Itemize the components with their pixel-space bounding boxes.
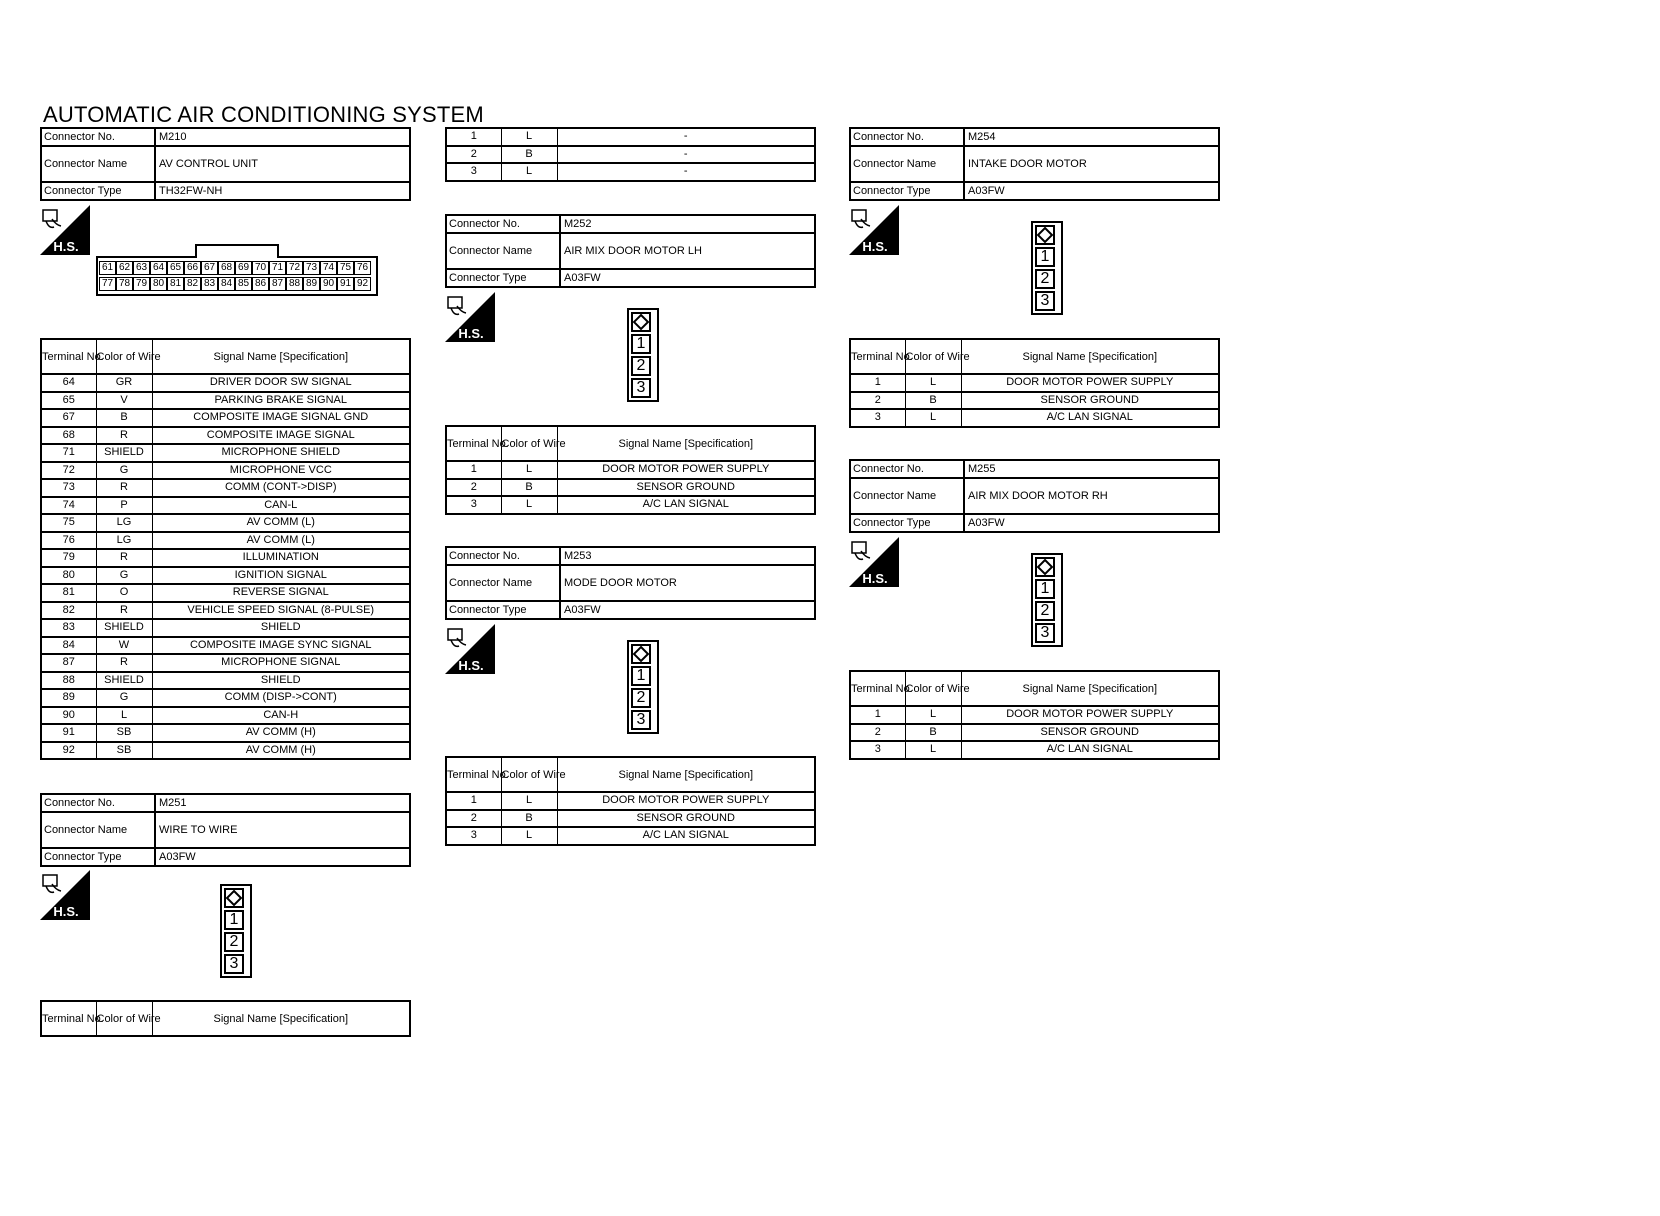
pin: 80 (150, 277, 167, 291)
signal-cell: A/C LAN SIGNAL (961, 741, 1219, 759)
color-cell: R (96, 427, 152, 445)
table-row (41, 427, 410, 445)
table-row (41, 409, 410, 427)
key-diamond-icon (1035, 557, 1055, 577)
terminal-table-m251-continued (445, 127, 816, 182)
pin: 87 (269, 277, 286, 291)
table-row (41, 637, 410, 655)
signal-cell: COMPOSITE IMAGE SIGNAL GND (152, 409, 410, 427)
table-row (446, 163, 815, 181)
color-cell: SB (96, 742, 152, 760)
signal-cell: COMPOSITE IMAGE SYNC SIGNAL (152, 637, 410, 655)
table-row (850, 392, 1219, 410)
terminal-cell: 72 (41, 462, 96, 480)
color-cell: L (501, 496, 557, 514)
table-row (41, 532, 410, 550)
color-cell: R (96, 549, 152, 567)
terminal-table-m252 (445, 425, 816, 515)
pin: 84 (218, 277, 235, 291)
terminal-cell: 87 (41, 654, 96, 672)
table-row (446, 128, 815, 146)
pin: 65 (167, 261, 184, 275)
pin: 2 (631, 688, 651, 708)
table-row (41, 374, 410, 392)
connector-face-m251 (220, 884, 252, 978)
hs-label: H.S. (862, 239, 888, 254)
signal-cell: A/C LAN SIGNAL (961, 409, 1219, 427)
col-terminal: Terminal No. (850, 339, 905, 374)
pin: 79 (133, 277, 150, 291)
terminal-cell: 82 (41, 602, 96, 620)
pin: 1 (631, 334, 651, 354)
connector-info-m252 (445, 214, 816, 288)
color-cell: G (96, 462, 152, 480)
color-cell: SHIELD (96, 619, 152, 637)
table-row (446, 810, 815, 828)
harness-side-icon (849, 537, 899, 587)
connector-type-label: Connector Type (851, 515, 965, 531)
terminal-cell: 65 (41, 392, 96, 410)
table-row (446, 496, 815, 514)
table-row (41, 497, 410, 515)
pin: 68 (218, 261, 235, 275)
pin: 3 (1035, 623, 1055, 643)
color-cell: B (501, 146, 557, 164)
color-cell: L (905, 741, 961, 759)
pin: 67 (201, 261, 218, 275)
connector-name-label: Connector Name (42, 147, 156, 181)
color-cell: B (96, 409, 152, 427)
color-cell: P (96, 497, 152, 515)
table-row (41, 742, 410, 760)
signal-cell: DOOR MOTOR POWER SUPPLY (557, 792, 815, 810)
connector-type-label: Connector Type (447, 270, 561, 286)
harness-side-icon (849, 205, 899, 255)
signal-cell: - (557, 163, 815, 181)
col-terminal: Terminal No. (41, 339, 96, 374)
pin: 61 (99, 261, 116, 275)
pin: 64 (150, 261, 167, 275)
table-body (446, 128, 815, 181)
table-row (41, 392, 410, 410)
connector-no-label: Connector No. (447, 216, 561, 232)
table-row (41, 549, 410, 567)
table-row (41, 444, 410, 462)
table-row (850, 706, 1219, 724)
connector-no-label: Connector No. (851, 129, 965, 145)
color-cell: G (96, 567, 152, 585)
terminal-table-m253 (445, 756, 816, 846)
col-signal: Signal Name [Specification] (557, 757, 815, 792)
connector-type-label: Connector Type (447, 602, 561, 618)
terminal-cell: 3 (850, 741, 905, 759)
signal-cell: AV COMM (L) (152, 532, 410, 550)
table-row (850, 409, 1219, 427)
connector-name-value: AV CONTROL UNIT (159, 158, 259, 170)
connector-no-label: Connector No. (447, 548, 561, 564)
connector-no-label: Connector No. (42, 129, 156, 145)
terminal-cell: 88 (41, 672, 96, 690)
connector-type-value: A03FW (159, 851, 196, 863)
table-body (850, 374, 1219, 427)
key-diamond-icon (224, 888, 244, 908)
connector-name-value: INTAKE DOOR MOTOR (968, 158, 1087, 170)
pin: 76 (354, 261, 371, 275)
col-terminal: Terminal No. (446, 426, 501, 461)
connector-name-label: Connector Name (42, 813, 156, 847)
pin: 88 (286, 277, 303, 291)
pin: 74 (320, 261, 337, 275)
color-cell: B (905, 724, 961, 742)
signal-cell: A/C LAN SIGNAL (557, 827, 815, 845)
connector-name-label: Connector Name (447, 566, 561, 600)
color-cell: L (501, 827, 557, 845)
col-terminal: Terminal No. (41, 1001, 96, 1036)
connector-info-m253 (445, 546, 816, 620)
harness-side-icon (40, 205, 90, 255)
pin: 2 (224, 932, 244, 952)
hs-label: H.S. (53, 239, 79, 254)
pin: 90 (320, 277, 337, 291)
signal-cell: SENSOR GROUND (961, 392, 1219, 410)
hs-label: H.S. (458, 326, 484, 341)
pin: 1 (631, 666, 651, 686)
pin: 73 (303, 261, 320, 275)
pin: 77 (99, 277, 116, 291)
page-title: AUTOMATIC AIR CONDITIONING SYSTEM (43, 102, 484, 127)
signal-cell: CAN-L (152, 497, 410, 515)
connector-no-value: M255 (968, 463, 996, 475)
color-cell: R (96, 479, 152, 497)
col-color: Color of Wire (905, 671, 961, 706)
col-color: Color of Wire (501, 757, 557, 792)
connector-info-m251 (40, 793, 411, 867)
table-row (446, 792, 815, 810)
table-row (446, 461, 815, 479)
color-cell: L (501, 792, 557, 810)
color-cell: B (905, 392, 961, 410)
connector-no-value: M254 (968, 131, 996, 143)
pin: 66 (184, 261, 201, 275)
terminal-cell: 90 (41, 707, 96, 725)
signal-cell: MICROPHONE VCC (152, 462, 410, 480)
table-row (41, 654, 410, 672)
signal-cell: AV COMM (L) (152, 514, 410, 532)
pin: 2 (631, 356, 651, 376)
pin: 2 (1035, 269, 1055, 289)
table-row (41, 567, 410, 585)
signal-cell: DOOR MOTOR POWER SUPPLY (961, 374, 1219, 392)
signal-cell: SENSOR GROUND (961, 724, 1219, 742)
col-color: Color of Wire (96, 1001, 152, 1036)
connector-type-value: A03FW (968, 517, 1005, 529)
pin: 1 (224, 910, 244, 930)
harness-side-icon (445, 292, 495, 342)
table-row (446, 827, 815, 845)
signal-cell: SENSOR GROUND (557, 810, 815, 828)
color-cell: R (96, 654, 152, 672)
pin: 81 (167, 277, 184, 291)
pin: 92 (354, 277, 371, 291)
col-signal: Signal Name [Specification] (152, 339, 410, 374)
terminal-cell: 1 (446, 128, 501, 146)
pin: 89 (303, 277, 320, 291)
connector-no-value: M253 (564, 550, 592, 562)
color-cell: L (905, 409, 961, 427)
col-color: Color of Wire (96, 339, 152, 374)
connector-face-m252 (627, 308, 659, 402)
terminal-cell: 3 (446, 496, 501, 514)
terminal-cell: 89 (41, 689, 96, 707)
connector-type-label: Connector Type (42, 183, 156, 199)
signal-cell: SHIELD (152, 672, 410, 690)
pin: 69 (235, 261, 252, 275)
signal-cell: - (557, 146, 815, 164)
table-row (41, 514, 410, 532)
connector-name-label: Connector Name (447, 234, 561, 268)
color-cell: L (905, 706, 961, 724)
connector-no-value: M251 (159, 797, 187, 809)
connector-name-value: MODE DOOR MOTOR (564, 577, 677, 589)
pin: 86 (252, 277, 269, 291)
terminal-table-m210 (40, 338, 411, 760)
signal-cell: DOOR MOTOR POWER SUPPLY (557, 461, 815, 479)
connector-face-m254 (1031, 221, 1063, 315)
table-row (850, 741, 1219, 759)
signal-cell: DOOR MOTOR POWER SUPPLY (961, 706, 1219, 724)
signal-cell: AV COMM (H) (152, 724, 410, 742)
connector-name-label: Connector Name (851, 479, 965, 513)
terminal-cell: 80 (41, 567, 96, 585)
color-cell: L (501, 461, 557, 479)
signal-cell: ILLUMINATION (152, 549, 410, 567)
terminal-cell: 1 (446, 792, 501, 810)
signal-cell: CAN-H (152, 707, 410, 725)
terminal-cell: 76 (41, 532, 96, 550)
signal-cell: PARKING BRAKE SIGNAL (152, 392, 410, 410)
pin: 85 (235, 277, 252, 291)
table-row (850, 374, 1219, 392)
terminal-cell: 79 (41, 549, 96, 567)
signal-cell: COMM (CONT->DISP) (152, 479, 410, 497)
signal-cell: MICROPHONE SIGNAL (152, 654, 410, 672)
signal-cell: - (557, 128, 815, 146)
color-cell: LG (96, 514, 152, 532)
table-row (446, 146, 815, 164)
color-cell: L (96, 707, 152, 725)
signal-cell: A/C LAN SIGNAL (557, 496, 815, 514)
signal-cell: COMM (DISP->CONT) (152, 689, 410, 707)
table-row (446, 479, 815, 497)
pin: 70 (252, 261, 269, 275)
terminal-cell: 84 (41, 637, 96, 655)
terminal-cell: 1 (850, 706, 905, 724)
pin: 3 (224, 954, 244, 974)
pin: 1 (1035, 247, 1055, 267)
table-row (850, 724, 1219, 742)
table-row (41, 479, 410, 497)
col-terminal: Terminal No. (446, 757, 501, 792)
harness-side-icon (445, 624, 495, 674)
key-diamond-icon (631, 644, 651, 664)
terminal-cell: 74 (41, 497, 96, 515)
table-body (446, 792, 815, 845)
terminal-cell: 81 (41, 584, 96, 602)
pin: 91 (337, 277, 354, 291)
pin: 3 (631, 710, 651, 730)
table-row (41, 584, 410, 602)
pin: 75 (337, 261, 354, 275)
connector-face-m253 (627, 640, 659, 734)
signal-cell: COMPOSITE IMAGE SIGNAL (152, 427, 410, 445)
signal-cell: IGNITION SIGNAL (152, 567, 410, 585)
signal-cell: VEHICLE SPEED SIGNAL (8-PULSE) (152, 602, 410, 620)
terminal-cell: 2 (850, 724, 905, 742)
color-cell: R (96, 602, 152, 620)
color-cell: GR (96, 374, 152, 392)
color-cell: B (501, 479, 557, 497)
pin: 62 (116, 261, 133, 275)
color-cell: L (501, 128, 557, 146)
col-color: Color of Wire (905, 339, 961, 374)
terminal-table-m255 (849, 670, 1220, 760)
col-terminal: Terminal No. (850, 671, 905, 706)
col-signal: Signal Name [Specification] (557, 426, 815, 461)
table-row (41, 672, 410, 690)
color-cell: SHIELD (96, 444, 152, 462)
pin: 71 (269, 261, 286, 275)
col-color: Color of Wire (501, 426, 557, 461)
table-row (41, 689, 410, 707)
connector-info-m254 (849, 127, 1220, 201)
connector-face-m255 (1031, 553, 1063, 647)
signal-cell: DRIVER DOOR SW SIGNAL (152, 374, 410, 392)
pin: 63 (133, 261, 150, 275)
connector-name-value: WIRE TO WIRE (159, 824, 238, 836)
pin: 72 (286, 261, 303, 275)
table-body (41, 374, 410, 759)
color-cell: G (96, 689, 152, 707)
signal-cell: SHIELD (152, 619, 410, 637)
terminal-cell: 1 (446, 461, 501, 479)
table-row (41, 602, 410, 620)
color-cell: L (905, 374, 961, 392)
connector-type-value: A03FW (564, 272, 601, 284)
terminal-cell: 71 (41, 444, 96, 462)
color-cell: SHIELD (96, 672, 152, 690)
table-row (41, 707, 410, 725)
terminal-cell: 2 (446, 479, 501, 497)
terminal-cell: 1 (850, 374, 905, 392)
col-signal: Signal Name [Specification] (961, 339, 1219, 374)
hs-label: H.S. (53, 904, 79, 919)
terminal-cell: 3 (850, 409, 905, 427)
terminal-cell: 2 (446, 146, 501, 164)
color-cell: LG (96, 532, 152, 550)
table-row (41, 619, 410, 637)
connector-type-value: TH32FW-NH (159, 185, 223, 197)
signal-cell: AV COMM (H) (152, 742, 410, 760)
pin: 3 (631, 378, 651, 398)
connector-no-value: M252 (564, 218, 592, 230)
connector-type-value: A03FW (968, 185, 1005, 197)
terminal-table-m254 (849, 338, 1220, 428)
pin: 3 (1035, 291, 1055, 311)
table-row (41, 462, 410, 480)
connector-info-m210 (40, 127, 411, 201)
terminal-cell: 68 (41, 427, 96, 445)
terminal-cell: 73 (41, 479, 96, 497)
connector-type-label: Connector Type (42, 849, 156, 865)
terminal-cell: 2 (850, 392, 905, 410)
terminal-cell: 67 (41, 409, 96, 427)
color-cell: SB (96, 724, 152, 742)
connector-face-m210 (96, 244, 378, 296)
color-cell: W (96, 637, 152, 655)
pin: 83 (201, 277, 218, 291)
color-cell: L (501, 163, 557, 181)
terminal-cell: 83 (41, 619, 96, 637)
color-cell: B (501, 810, 557, 828)
key-diamond-icon (1035, 225, 1055, 245)
table-body (850, 706, 1219, 759)
pin: 82 (184, 277, 201, 291)
connector-type-value: A03FW (564, 604, 601, 616)
terminal-table-m251 (40, 1000, 411, 1037)
terminal-cell: 3 (446, 827, 501, 845)
terminal-cell: 64 (41, 374, 96, 392)
pin: 2 (1035, 601, 1055, 621)
signal-cell: REVERSE SIGNAL (152, 584, 410, 602)
connector-no-label: Connector No. (42, 795, 156, 811)
table-body (446, 461, 815, 514)
col-signal: Signal Name [Specification] (152, 1001, 410, 1036)
signal-cell: MICROPHONE SHIELD (152, 444, 410, 462)
terminal-cell: 3 (446, 163, 501, 181)
connector-name-value: AIR MIX DOOR MOTOR RH (968, 490, 1108, 502)
terminal-cell: 75 (41, 514, 96, 532)
connector-no-value: M210 (159, 131, 187, 143)
connector-info-m255 (849, 459, 1220, 533)
terminal-cell: 2 (446, 810, 501, 828)
connector-name-value: AIR MIX DOOR MOTOR LH (564, 245, 702, 257)
connector-name-label: Connector Name (851, 147, 965, 181)
key-diamond-icon (631, 312, 651, 332)
terminal-cell: 92 (41, 742, 96, 760)
connector-no-label: Connector No. (851, 461, 965, 477)
terminal-cell: 91 (41, 724, 96, 742)
connector-type-label: Connector Type (851, 183, 965, 199)
table-row (41, 724, 410, 742)
hs-label: H.S. (862, 571, 888, 586)
pin: 78 (116, 277, 133, 291)
hs-label: H.S. (458, 658, 484, 673)
signal-cell: SENSOR GROUND (557, 479, 815, 497)
pin: 1 (1035, 579, 1055, 599)
color-cell: V (96, 392, 152, 410)
col-signal: Signal Name [Specification] (961, 671, 1219, 706)
harness-side-icon (40, 870, 90, 920)
color-cell: O (96, 584, 152, 602)
